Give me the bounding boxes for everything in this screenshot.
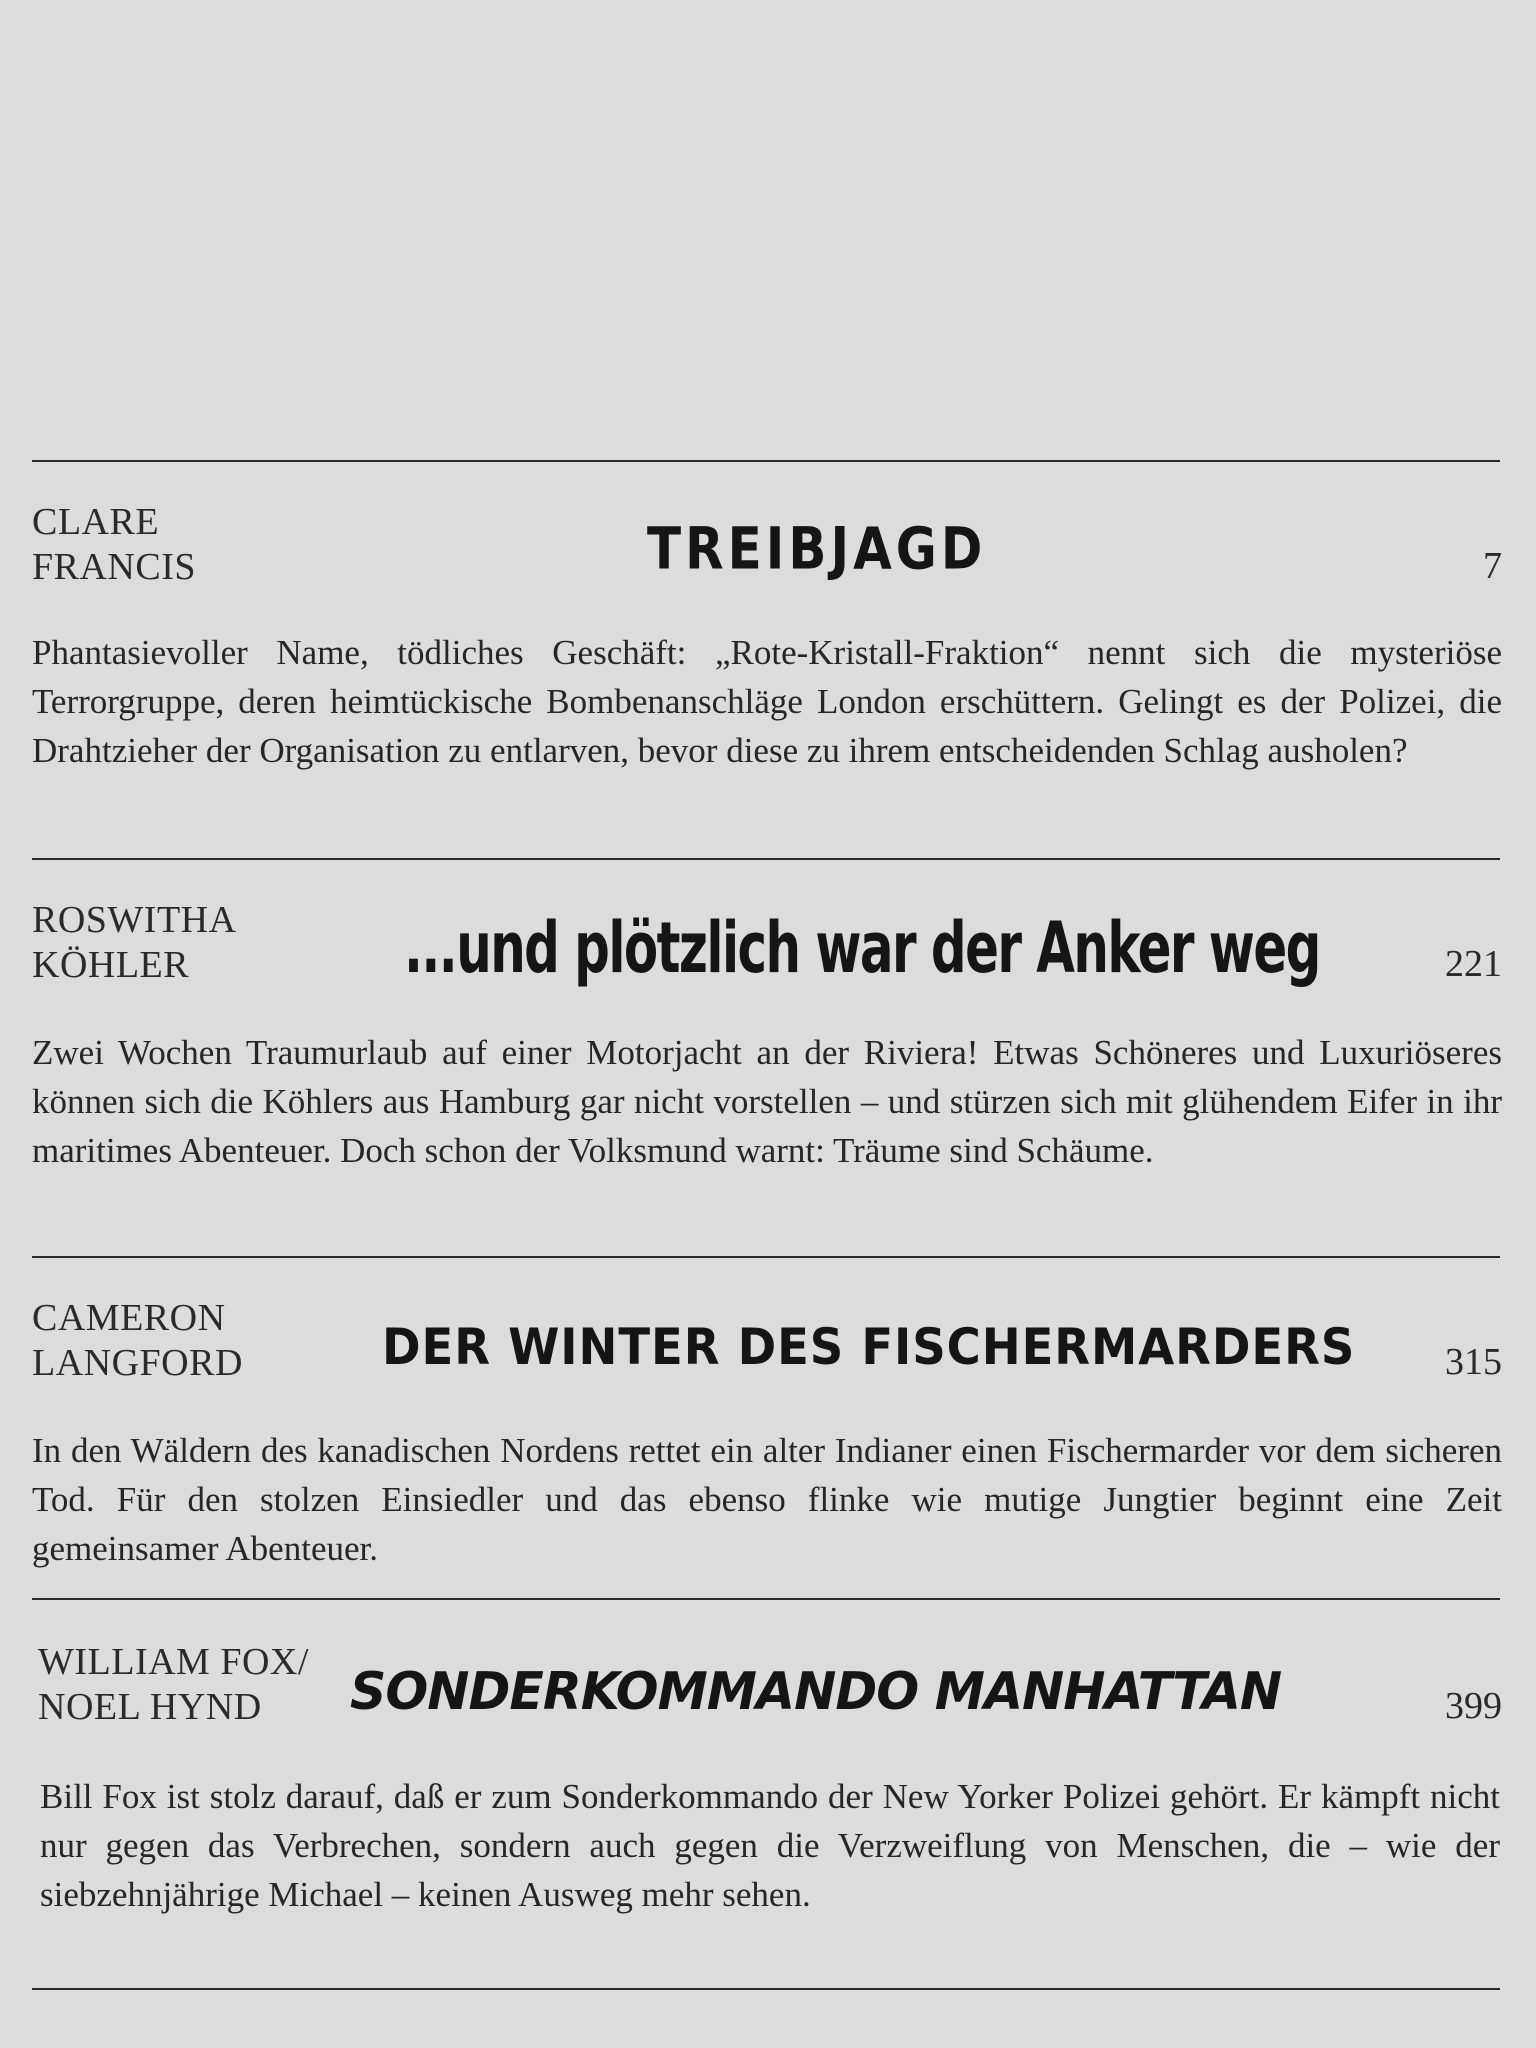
divider-rule	[32, 858, 1500, 860]
divider-rule	[32, 1598, 1500, 1600]
book-description: In den Wäldern des kanadischen Nordens rettet ein alter Indianer einen Fischermarder vor dem sicheren Tod. Für den stolzen Einsiedler und das ebenso flinke wie mutige Jungtier beginnt eine Zeit gemeinsamer Abenteuer.	[32, 1431, 1502, 1568]
divider-rule	[32, 1988, 1500, 1990]
book-description: Zwei Wochen Traumurlaub auf einer Motorjacht an der Riviera! Etwas Schöneres und Luxuriöseres können sich die Köhlers aus Hamburg gar nicht vorstellen – und stürzen sich mit glühendem Eifer in ihr maritimes Abenteuer. Doch schon der Volksmund warnt: Träume sind Schäume.	[32, 1033, 1502, 1170]
author-line: CLARE	[32, 501, 160, 543]
author-name	[38, 1640, 309, 1730]
divider-rule	[32, 1256, 1500, 1258]
page-number: 7	[1483, 545, 1502, 587]
author-line: CAMERON	[32, 1297, 226, 1339]
book-description: Bill Fox ist stolz darauf, daß er zum Sonderkommando der New Yorker Polizei gehört. Er kämpft nicht nur gegen das Verbrechen, sondern auch gegen die Verzweiflung von Menschen, die – wie der siebzehnjährige Michael – keinen Ausweg mehr sehen.	[40, 1777, 1500, 1914]
author-line: KÖHLER	[32, 944, 190, 986]
book-title: SONDERKOMMANDO MANHATTAN	[350, 1662, 1282, 1722]
book-title: DER WINTER DES FISCHERMARDERS	[382, 1318, 1356, 1376]
author-line: WILLIAM FOX/	[38, 1641, 309, 1683]
author-line: NOEL HYND	[38, 1686, 262, 1728]
author-name	[32, 500, 196, 590]
author-line: LANGFORD	[32, 1342, 243, 1384]
author-line: FRANCIS	[32, 546, 196, 588]
author-name	[32, 898, 237, 988]
book-title: ...und plötzlich war der Anker weg	[404, 908, 1320, 990]
book-title: TREIBJAGD	[647, 515, 987, 583]
page-number: 315	[1445, 1341, 1502, 1383]
author-name	[32, 1296, 243, 1386]
book-description: Phantasievoller Name, tödliches Geschäft: „Rote-Kristall-Fraktion“ nennt sich die mysteriöse Terrorgruppe, deren heimtückische Bombenanschläge London erschüttern. Gelingt es der Polizei, die Drahtzieher der Organisation zu entlarven, bevor diese zu ihrem entscheidenden Schlag ausholen?	[32, 633, 1502, 770]
author-line: ROSWITHA	[32, 899, 237, 941]
page-number: 399	[1445, 1685, 1502, 1727]
page-number: 221	[1445, 943, 1502, 985]
divider-rule	[32, 460, 1500, 462]
